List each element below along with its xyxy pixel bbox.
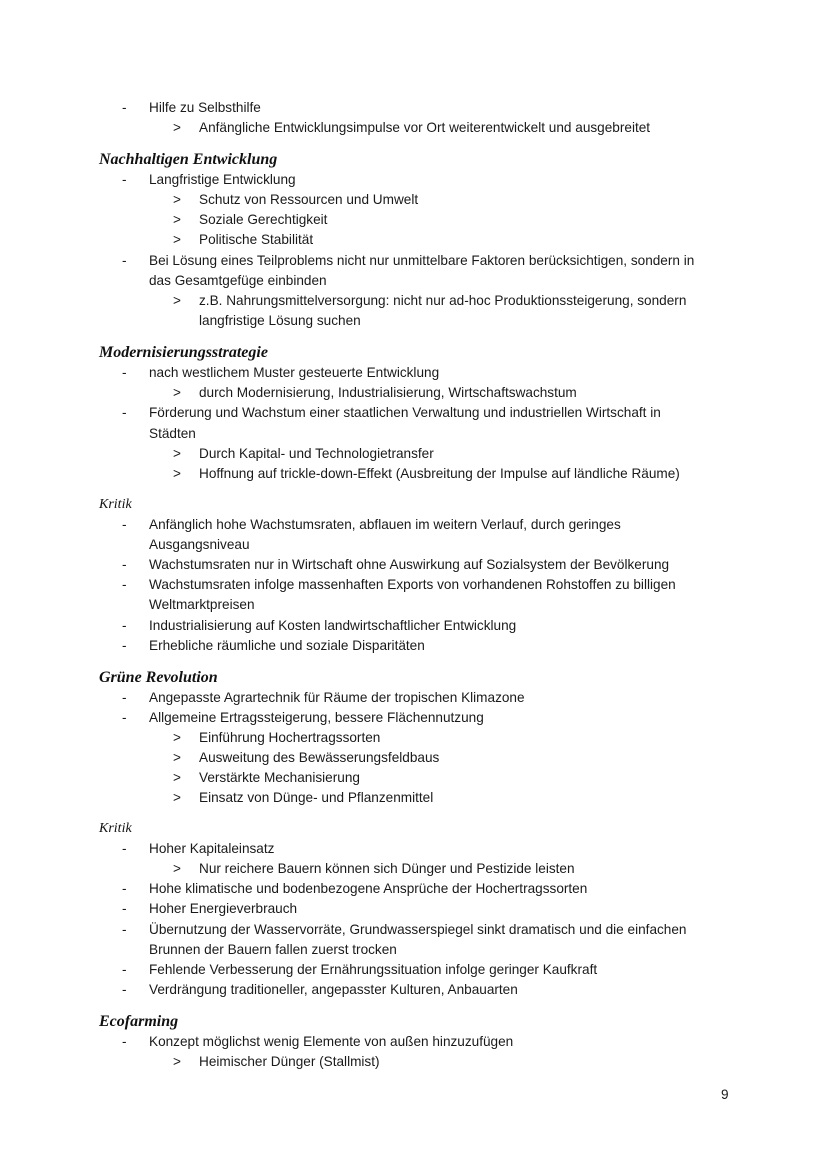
- list-item: Erhebliche räumliche und soziale Disparitäten: [149, 638, 425, 653]
- list-subitem: Schutz von Ressourcen und Umwelt: [199, 192, 419, 207]
- bullet-arrow: >: [173, 730, 181, 745]
- bullet-arrow: >: [173, 750, 181, 765]
- section-heading: Nachhaltigen Entwicklung: [99, 151, 278, 168]
- bullet-dash: -: [122, 638, 127, 653]
- list-item: Hoher Kapitaleinsatz: [149, 841, 275, 856]
- bullet-dash: -: [122, 982, 127, 997]
- section-heading: Modernisierungsstrategie: [99, 344, 268, 361]
- list-item: Hohe klimatische und bodenbezogene Ansprüche der Hochertragssorten: [149, 881, 588, 896]
- list-subitem-continuation: langfristige Lösung suchen: [199, 313, 361, 328]
- list-item-continuation: Städten: [149, 426, 196, 441]
- list-item: Fehlende Verbesserung der Ernährungssituation infolge geringer Kaufkraft: [149, 962, 598, 977]
- bullet-arrow: >: [173, 861, 181, 876]
- list-subitem: Verstärkte Mechanisierung: [199, 770, 360, 785]
- bullet-arrow: >: [173, 790, 181, 805]
- section-heading: Grüne Revolution: [99, 669, 218, 686]
- list-item-continuation: Ausgangsniveau: [149, 537, 250, 552]
- bullet-arrow: >: [173, 293, 181, 308]
- bullet-dash: -: [122, 253, 127, 268]
- bullet-arrow: >: [173, 192, 181, 207]
- bullet-dash: -: [122, 901, 127, 916]
- list-item: Wachstumsraten infolge massenhaften Exports von vorhandenen Rohstoffen zu billigen: [149, 577, 676, 592]
- bullet-arrow: >: [173, 466, 181, 481]
- bullet-arrow: >: [173, 446, 181, 461]
- bullet-dash: -: [122, 517, 127, 532]
- list-subitem: Soziale Gerechtigkeit: [199, 212, 328, 227]
- subsection-heading: Kritik: [99, 497, 132, 512]
- list-subitem: Heimischer Dünger (Stallmist): [199, 1054, 380, 1069]
- list-item-continuation: Brunnen der Bauern fallen zuerst trocken: [149, 942, 397, 957]
- list-item: Verdrängung traditioneller, angepasster Kulturen, Anbauarten: [149, 982, 518, 997]
- subsection-heading: Kritik: [99, 821, 132, 836]
- bullet-arrow: >: [173, 385, 181, 400]
- bullet-dash: -: [122, 962, 127, 977]
- list-subitem: z.B. Nahrungsmittelversorgung: nicht nur ad-hoc Produktionssteigerung, sondern: [199, 293, 687, 308]
- list-item: Hilfe zu Selbsthilfe: [149, 100, 261, 115]
- list-item: Hoher Energieverbrauch: [149, 901, 298, 916]
- bullet-dash: -: [122, 365, 127, 380]
- list-subitem: Politische Stabilität: [199, 232, 314, 247]
- list-subitem: Anfängliche Entwicklungsimpulse vor Ort weiterentwickelt und ausgebreitet: [199, 120, 651, 135]
- list-item-continuation: Weltmarktpreisen: [149, 597, 255, 612]
- list-subitem: Einsatz von Dünge- und Pflanzenmittel: [199, 790, 434, 805]
- section-heading: Ecofarming: [99, 1013, 179, 1030]
- list-item: Konzept möglichst wenig Elemente von außen hinzuzufügen: [149, 1034, 514, 1049]
- list-item: Übernutzung der Wasservorräte, Grundwasserspiegel sinkt dramatisch und die einfachen: [149, 922, 687, 937]
- page-number: 9: [721, 1087, 729, 1102]
- bullet-arrow: >: [173, 212, 181, 227]
- list-item-continuation: das Gesamtgefüge einbinden: [149, 273, 327, 288]
- bullet-arrow: >: [173, 232, 181, 247]
- bullet-dash: -: [122, 557, 127, 572]
- bullet-arrow: >: [173, 120, 181, 135]
- list-subitem: Einführung Hochertragssorten: [199, 730, 381, 745]
- list-subitem: Durch Kapital- und Technologietransfer: [199, 446, 434, 461]
- list-item: Bei Lösung eines Teilproblems nicht nur unmittelbare Faktoren berücksichtigen, sondern in: [149, 253, 695, 268]
- bullet-dash: -: [122, 100, 127, 115]
- bullet-dash: -: [122, 405, 127, 420]
- bullet-dash: -: [122, 881, 127, 896]
- list-item: Angepasste Agrartechnik für Räume der tropischen Klimazone: [149, 690, 525, 705]
- bullet-dash: -: [122, 690, 127, 705]
- list-item: Langfristige Entwicklung: [149, 172, 296, 187]
- bullet-dash: -: [122, 577, 127, 592]
- list-item: Allgemeine Ertragssteigerung, bessere Flächennutzung: [149, 710, 484, 725]
- list-item: nach westlichem Muster gesteuerte Entwicklung: [149, 365, 440, 380]
- list-subitem: Nur reichere Bauern können sich Dünger und Pestizide leisten: [199, 861, 575, 876]
- bullet-dash: -: [122, 841, 127, 856]
- list-subitem: Ausweitung des Bewässerungsfeldbaus: [199, 750, 440, 765]
- list-subitem: Hoffnung auf trickle-down-Effekt (Ausbreitung der Impulse auf ländliche Räume): [199, 466, 680, 481]
- bullet-arrow: >: [173, 770, 181, 785]
- list-subitem: durch Modernisierung, Industrialisierung, Wirtschaftswachstum: [199, 385, 577, 400]
- bullet-dash: -: [122, 1034, 127, 1049]
- bullet-arrow: >: [173, 1054, 181, 1069]
- bullet-dash: -: [122, 922, 127, 937]
- list-item: Anfänglich hohe Wachstumsraten, abflauen im weitern Verlauf, durch geringes: [149, 517, 621, 532]
- bullet-dash: -: [122, 172, 127, 187]
- list-item: Wachstumsraten nur in Wirtschaft ohne Auswirkung auf Sozialsystem der Bevölkerung: [149, 557, 670, 572]
- list-item: Industrialisierung auf Kosten landwirtschaftlicher Entwicklung: [149, 618, 517, 633]
- list-item: Förderung und Wachstum einer staatlichen Verwaltung und industriellen Wirtschaft in: [149, 405, 661, 420]
- bullet-dash: -: [122, 618, 127, 633]
- bullet-dash: -: [122, 710, 127, 725]
